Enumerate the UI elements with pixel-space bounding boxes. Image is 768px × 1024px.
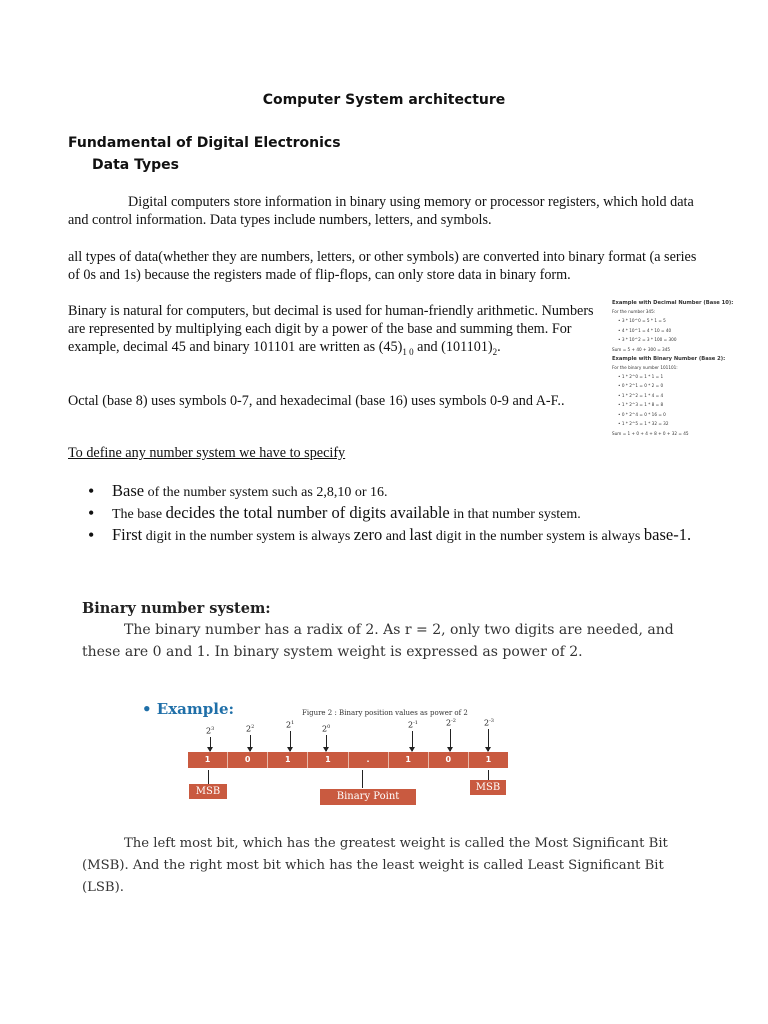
bit-cell: 1 [268,752,308,768]
power-label: $2^0$ [322,724,331,734]
power-label: $2^{-3}$ [484,718,494,728]
power-label: $2^3$ [206,726,215,736]
list-item: • 0 * 2^1 = 0 * 2 = 0 [618,383,664,388]
page-title: Computer System architecture [262,92,506,108]
bit-cell: 1 [485,755,492,764]
section-heading: Fundamental of Digital Electronics [68,135,341,151]
msb-left-label: MSB [189,784,227,799]
list-item: • 0 * 2^4 = 0 * 16 = 0 [618,411,666,417]
arrow-down-icon [412,731,413,751]
example-binary-title: Example with Binary Number (Base 2): [612,355,726,362]
bit-cell: 1 [389,752,429,768]
power-label: $2^2$ [246,724,255,734]
arrow-down-icon [450,729,451,751]
arrow-down-icon [488,729,489,751]
arrow-down-icon [250,735,251,751]
bit-cell: 1 [188,752,228,768]
arrow-down-icon [326,735,327,751]
example-binary-sum: Sum = 1 + 0 + 4 + 8 + 0 + 32 = 45 [612,430,689,436]
example-decimal-line: For the number 345: [612,309,656,314]
binary-digit-bar [188,752,508,768]
list-item: • 1 * 2^5 = 1 * 32 = 32 [618,421,669,426]
bullet-list [78,481,698,547]
arrow-up-icon [488,770,489,780]
example-binary-line: For the binary number 101101: [612,364,678,370]
example-decimal-title: Example with Decimal Number (Base 10): [612,300,734,306]
bit-cell: 0 [429,752,469,768]
binary-point-label: Binary Point [320,789,416,805]
msb-lsb-paragraph: The left most bit, which has the greatest weight is called the Most Significant Bit (MSB). And the right most bit which has the least weight is called Least Significant Bit (LSB). [82,836,668,895]
example-label: • Example: [142,700,235,718]
power-label: $2^1$ [286,720,295,730]
example-image [608,298,738,503]
power-label: $2^{-2}$ [446,718,456,728]
define-heading: To define any number system we have to specify [68,445,346,461]
bit-cell: 0 [228,752,268,768]
arrow-down-icon [210,737,211,751]
msb-right-label: MSB [470,780,506,795]
list-item: • 3 * 10^2 = 3 * 100 = 300 [618,337,677,342]
binary-paragraph: The binary number has a radix of 2. As r = 2, only two digits are needed, and these are 0 and 1. In binary system weight is expressed as power of 2. [82,622,674,660]
arrow-up-icon [208,770,209,784]
list-item: • First digit in the number system is always zero and last digit in the number system is always base-1. [88,525,692,545]
paragraph-octal-hex: Octal (base 8) uses symbols 0-7, and hexadecimal (base 16) uses symbols 0-9 and A-F.. [68,393,565,409]
binary-heading: Binary number system: [82,600,271,617]
list-item: • 1 * 2^0 = 1 * 1 = 1 [618,373,664,379]
paragraph-intro: Digital computers store information in binary using memory or processor registers, which hold data and control information. Data types include numbers, letters, and symbols. [68,194,694,228]
arrow-up-icon [362,770,363,788]
binary-section [82,600,702,663]
power-label: $2^{-1}$ [408,720,418,730]
list-item: • The base decides the total number of digits available in that number system. [88,503,581,523]
bit-cell: . [349,752,389,768]
figure-caption: Figure 2 : Binary position values as power of 2 [302,709,468,717]
list-item: • Base of the number system such as 2,8,10 or 16. [88,481,388,501]
arrow-down-icon [290,731,291,751]
list-item: • 4 * 10^1 = 4 * 10 = 40 [618,327,672,333]
paragraph-binary-format: all types of data(whether they are numbers, letters, or other symbols) are converted into binary format (a series of 0s and 1s) because the registers made of flip-flops, can only store data in binary form. [68,249,697,283]
list-item: • 1 * 2^2 = 1 * 4 = 4 [618,392,664,398]
list-item: • 1 * 2^3 = 1 * 8 = 8 [618,402,664,407]
bit-cell: 1 [308,752,348,768]
paragraph-binary-natural: Binary is natural for computers, but decimal is used for human-friendly arithmetic. Numbers are represented by multiplying each digit by a power of the base and summing them. For example, decimal 45 and binary 101101 are written as $(45)_{1 0}$ and $(101101)_2$. [68,303,594,357]
example-decimal-sum: Sum = 5 + 40 + 300 = 345 [612,346,671,352]
subsection-heading: Data Types [92,157,179,173]
list-item: • 3 * 10^0 = 5 * 1 = 5 [618,318,666,323]
